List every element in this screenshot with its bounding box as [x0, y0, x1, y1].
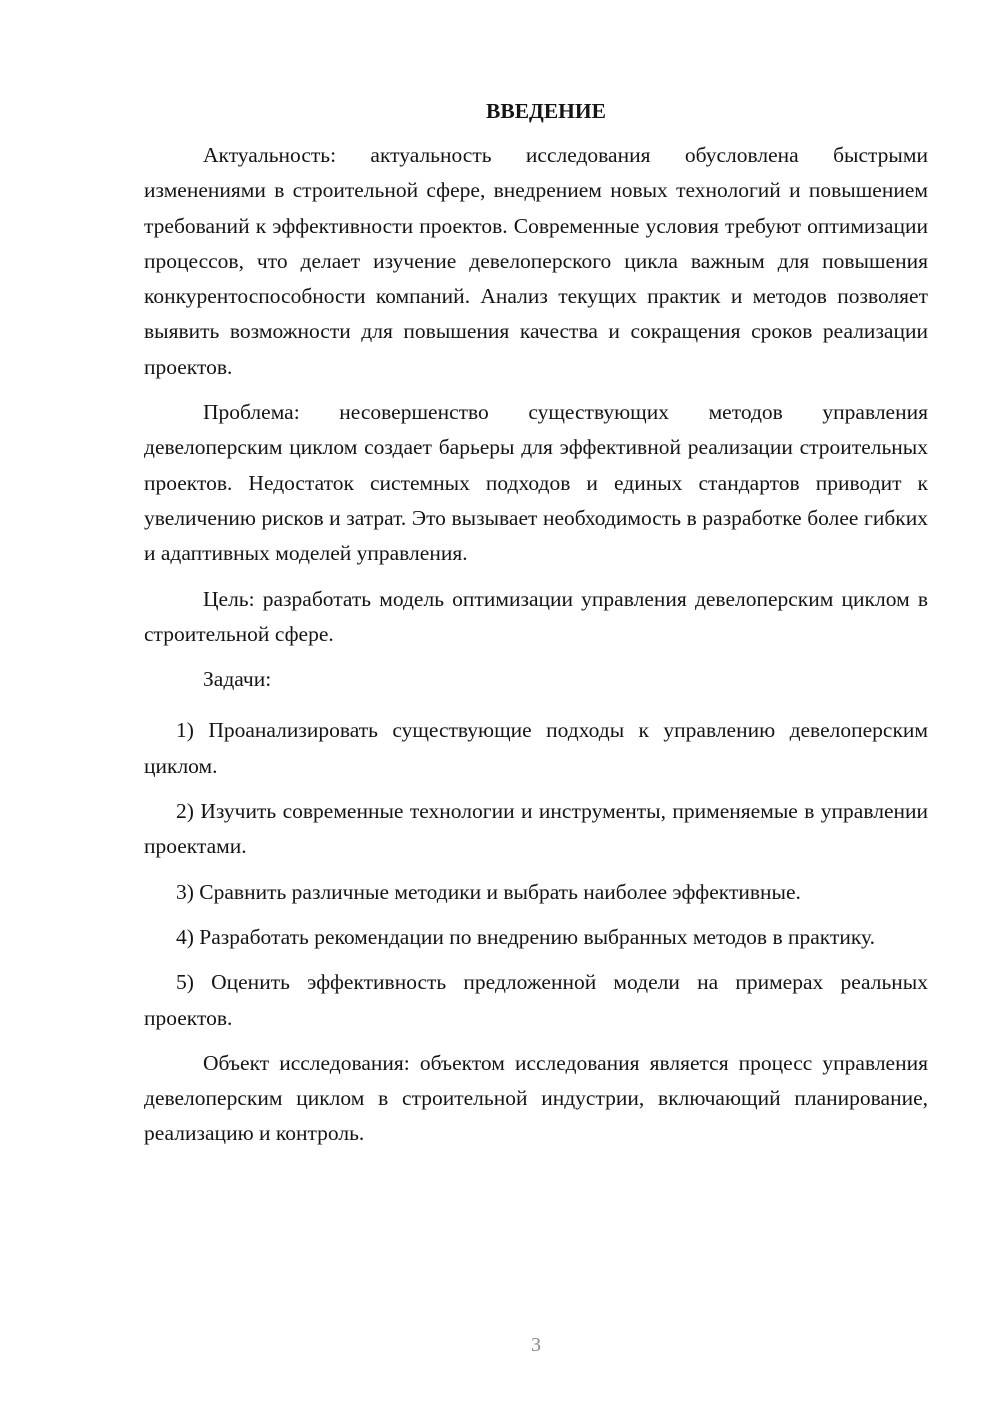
page-number: 3 — [531, 1334, 541, 1356]
task-item: 4) Разработать рекомендации по внедрению выбранных методов в практику. — [176, 924, 875, 949]
section-heading: ВВЕДЕНИЕ — [486, 99, 606, 123]
paragraph-relevance: Актуальность: актуальность исследования обусловлена быстрыми изменениями в строительной сфере, внедрением новых технологий и повышением требований к эффективности проектов. Современные условия требуют оптимизации процессов, что делает изучение девелоперского цикла важным для повышения конкурентоспособности компаний. Анализ текущих практик и методов позволяет выявить возможности для повышения качества и сокращения сроков реализации проектов. — [144, 143, 928, 379]
task-item: 3) Сравнить различные методики и выбрать наиболее эффективные. — [176, 879, 801, 904]
paragraph-goal: Цель: разработать модель оптимизации управления девелоперским циклом в строительной сфере. — [144, 586, 928, 646]
task-item: 1) Проанализировать существующие подходы к управлению девелоперским циклом. — [144, 718, 928, 778]
tasks-label: Задачи: — [203, 667, 272, 692]
document-page — [144, 96, 928, 1162]
paragraph-problem: Проблема: несовершенство существующих методов управления девелоперским циклом создает барьеры для эффективной реализации строительных проектов. Недостаток системных подходов и единых стандартов приводит к увеличению рисков и затрат. Это вызывает необходимость в разработке более гибких и адаптивных моделей управления. — [144, 400, 928, 566]
task-item: 5) Оценить эффективность предложенной модели на примерах реальных проектов. — [144, 970, 928, 1030]
task-item: 2) Изучить современные технологии и инструменты, применяемые в управлении проектами. — [144, 799, 928, 859]
paragraph-object: Объект исследования: объектом исследования является процесс управления девелоперским циклом в строительной индустрии, включающий планирование, реализацию и контроль. — [144, 1050, 928, 1146]
